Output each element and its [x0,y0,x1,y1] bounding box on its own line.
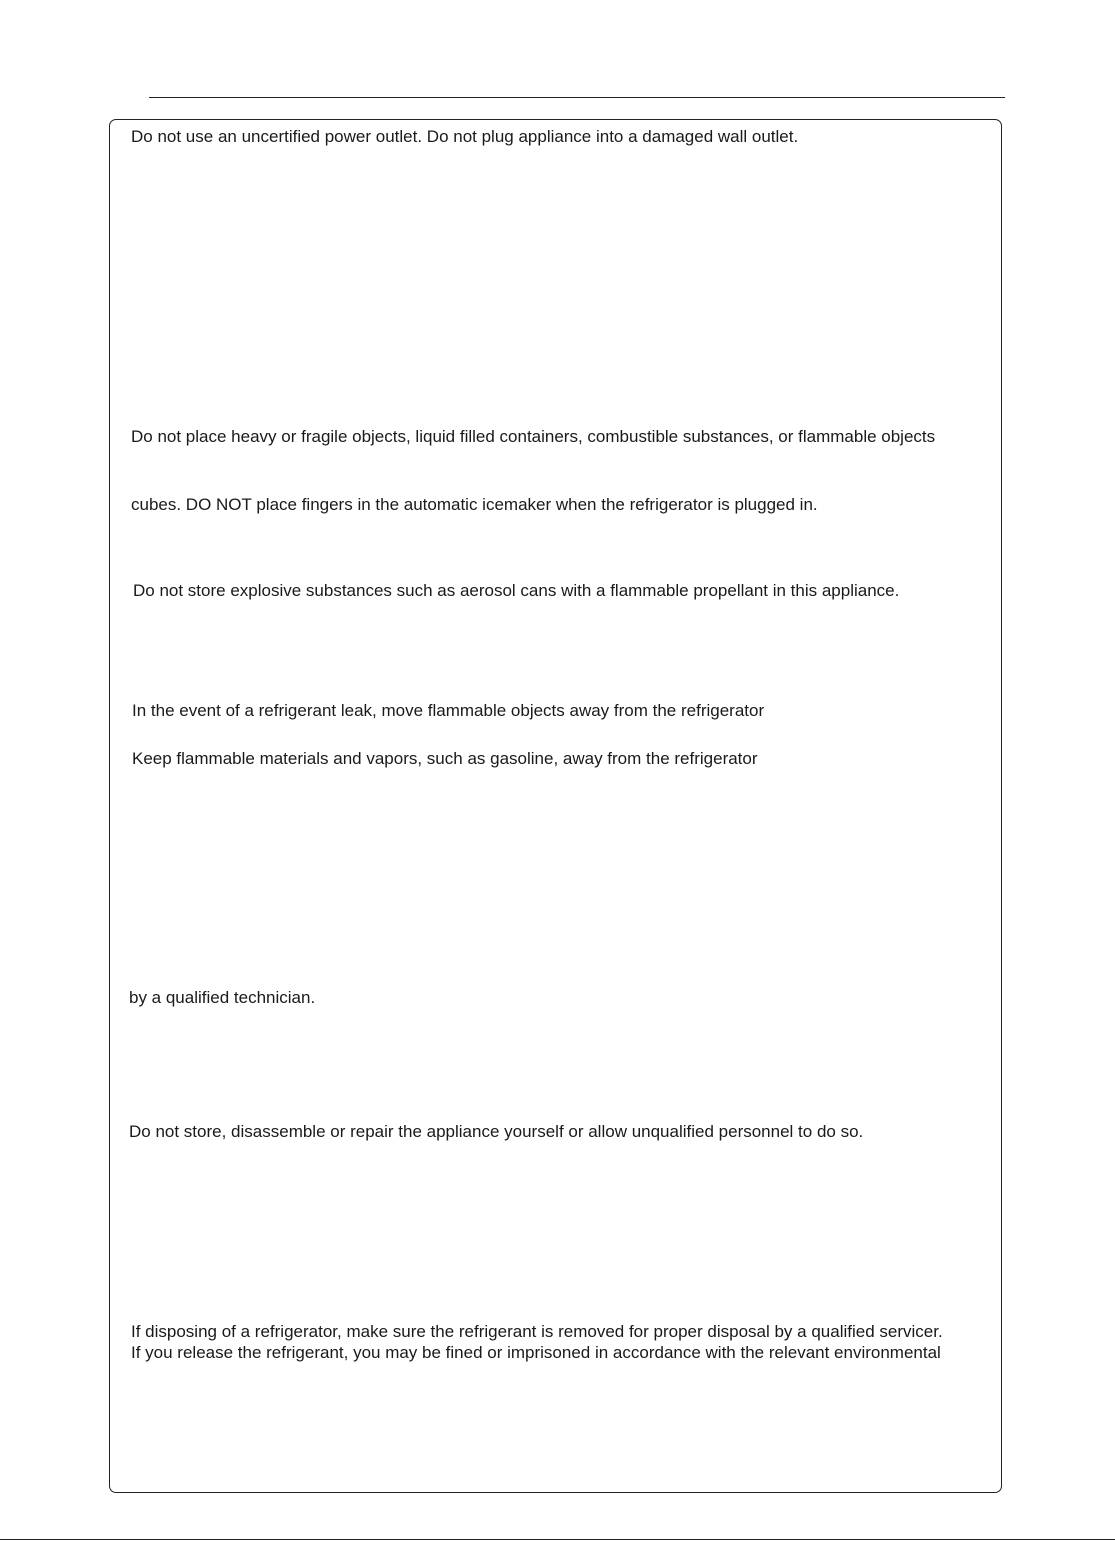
content-frame [109,119,1002,1493]
text-line-disposal: If disposing of a refrigerator, make sure the refrigerant is removed for proper disposal by a qualified servicer. [131,1322,943,1341]
text-line-flammable-materials: Keep flammable materials and vapors, such as gasoline, away from the refrigerator [132,749,758,768]
header-divider [149,97,1005,98]
text-line-heavy-objects: Do not place heavy or fragile objects, liquid filled containers, combustible substances, or flammable objects [131,427,936,446]
text-line-disassemble: Do not store, disassemble or repair the appliance yourself or allow unqualified personnel to do so. [129,1122,864,1141]
text-line-power-outlet: Do not use an uncertified power outlet. Do not plug appliance into a damaged wall outlet. [131,127,799,146]
text-line-qualified-technician: by a qualified technician. [129,988,316,1007]
text-line-explosive-substances: Do not store explosive substances such as aerosol cans with a flammable propellant in this appliance. [133,581,900,600]
text-line-release-refrigerant: If you release the refrigerant, you may be fined or imprisoned in accordance with the relevant environmental [131,1343,941,1362]
text-line-refrigerant-leak: In the event of a refrigerant leak, move flammable objects away from the refrigerator [132,701,765,720]
text-line-icemaker: cubes. DO NOT place fingers in the automatic icemaker when the refrigerator is plugged in. [131,495,818,514]
footer-divider [0,1539,1115,1540]
